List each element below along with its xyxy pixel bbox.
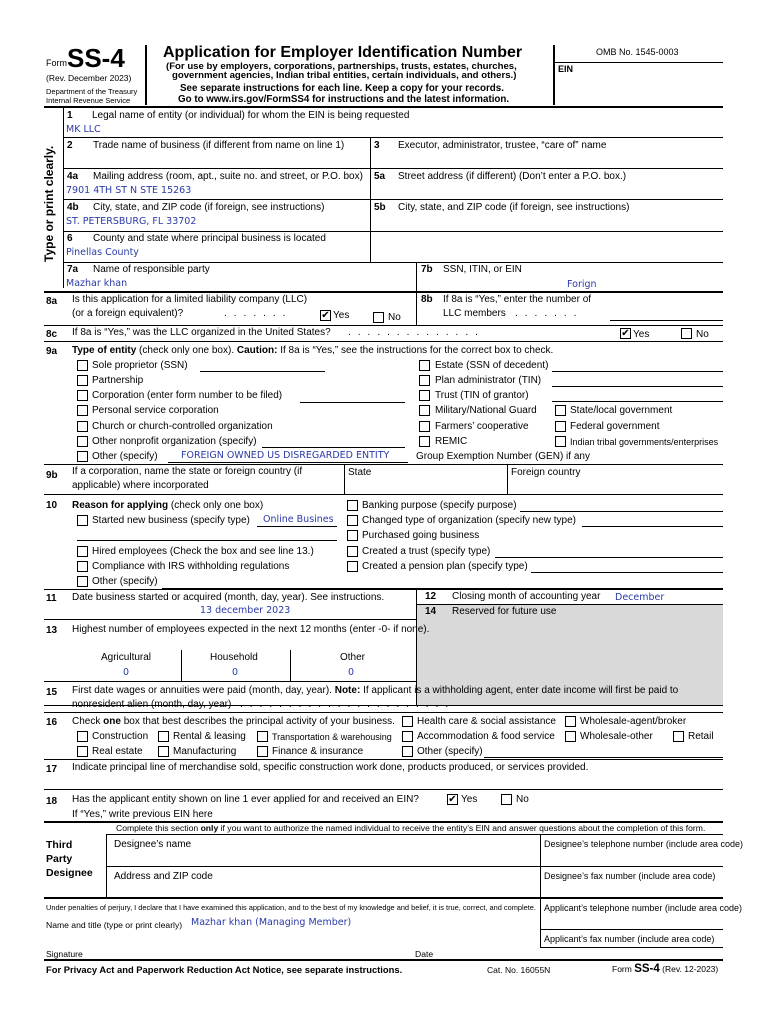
line-7b-label: SSN, ITIN, or EIN: [443, 264, 522, 275]
reason-started-label: Started new business (specify type): [92, 515, 250, 526]
form-subtitle-3: See separate instructions for each line. Keep a copy for your records.: [180, 83, 504, 94]
entity-estate-label: Estate (SSN of decedent): [435, 360, 549, 371]
line-5a-label: Street address (if different) (Don’t enter a P.O. box.): [398, 171, 627, 182]
line-1-number: 1: [67, 110, 73, 121]
activity-other-label: Other (specify): [417, 746, 483, 757]
reason-pension-checkbox[interactable]: [347, 561, 358, 572]
line-10-label: Reason for applying (check only one box): [72, 500, 264, 511]
date-started-value[interactable]: 13 december 2023: [200, 605, 291, 616]
line-9b-label-1: If a corporation, name the state or foreign country (if: [72, 466, 303, 477]
line-8b-label-2: LLC members: [443, 308, 506, 319]
prior-ein-no-checkbox[interactable]: [501, 794, 512, 805]
reason-trust-checkbox[interactable]: [347, 546, 358, 557]
prior-ein-yes-label: Yes: [461, 794, 478, 805]
entity-remic-checkbox[interactable]: [419, 436, 430, 447]
activity-retail-label: Retail: [688, 731, 714, 742]
reason-banking-checkbox[interactable]: [347, 500, 358, 511]
entity-remic-label: REMIC: [435, 436, 468, 447]
entity-military-label: Military/National Guard: [435, 405, 537, 416]
mailing-address-value[interactable]: 7901 4TH ST N STE 15263: [66, 185, 192, 196]
entity-trust-label: Trust (TIN of grantor): [435, 390, 529, 401]
line-8a-label-1: Is this application for a limited liability company (LLC): [72, 294, 308, 305]
entity-nonprofit-label: Other nonprofit organization (specify): [92, 436, 257, 447]
entity-farmers-label: Farmers’ cooperative: [435, 421, 529, 432]
leader-dots: .......: [224, 308, 293, 319]
leader-dots: .......: [515, 308, 584, 319]
reason-purchased-checkbox[interactable]: [347, 530, 358, 541]
agricultural-value[interactable]: 0: [123, 667, 130, 678]
form-code: SS-4: [67, 43, 125, 73]
entity-other-value[interactable]: FOREIGN OWNED US DISREGARDED ENTITY: [181, 450, 390, 461]
line-14-number: 14: [425, 606, 437, 617]
designee-fax-label: Designee’s fax number (include area code): [544, 871, 716, 881]
activity-accommodation-checkbox[interactable]: [402, 731, 413, 742]
designee-title-1: Third: [46, 839, 73, 851]
line-11-number: 11: [46, 593, 57, 604]
reason-started-value[interactable]: Online Busines: [263, 514, 334, 525]
activity-wagent-label: Wholesale-agent/broker: [580, 716, 687, 727]
line-13-number: 13: [46, 625, 58, 636]
line-5b-number: 5b: [374, 202, 386, 213]
household-value[interactable]: 0: [232, 667, 239, 678]
line-2-number: 2: [67, 140, 73, 151]
activity-health-label: Health care & social assistance: [417, 716, 556, 727]
entity-other-label: Other (specify): [92, 451, 158, 462]
line-3-label: Executor, administrator, trustee, “care of” name: [398, 140, 607, 151]
activity-transport-checkbox[interactable]: [257, 731, 268, 742]
reason-hired-checkbox[interactable]: [77, 546, 88, 557]
leader-dots: ..............: [348, 327, 485, 338]
line-4a-number: 4a: [67, 171, 79, 182]
entity-farmers-checkbox[interactable]: [419, 421, 430, 432]
activity-wagent-checkbox[interactable]: [565, 716, 576, 727]
date-label: Date: [415, 949, 434, 959]
perjury-statement: Under penalties of perjury, I declare that I have examined this application, and to the best of my knowledge and belief, it is true, correct, and complete.: [46, 903, 536, 912]
activity-finance-label: Finance & insurance: [272, 746, 364, 757]
entity-plan-checkbox[interactable]: [419, 375, 430, 386]
form-subtitle-2: government agencies, Indian tribal entities, certain individuals, and others.): [172, 70, 517, 81]
form-revision: (Rev. December 2023): [46, 73, 132, 83]
leader-dots: ......................: [240, 699, 456, 710]
designee-intro: Complete this section only if you want to authorize the named individual to receive the entity’s EIN and answer questions about the completion of this form.: [116, 823, 706, 833]
entity-nonprofit-checkbox[interactable]: [77, 436, 88, 447]
prior-ein-no-label: No: [516, 794, 529, 805]
type-or-print-label: Type or print clearly.: [42, 145, 56, 262]
activity-health-checkbox[interactable]: [402, 716, 413, 727]
name-title-label: Name and title (type or print clearly): [46, 920, 183, 930]
foreign-country-label: Foreign country: [511, 467, 581, 478]
line-1-label: Legal name of entity (or individual) for whom the EIN is being requested: [92, 110, 410, 121]
line-6-label: County and state where principal business is located: [93, 233, 326, 244]
llc-yes-checkbox[interactable]: ✔: [321, 310, 330, 321]
llc-us-yes-checkbox[interactable]: ✔: [621, 328, 630, 339]
entity-corporation-checkbox[interactable]: [77, 390, 88, 401]
line-18-number: 18: [46, 796, 58, 807]
line-11-label: Date business started or acquired (month, day, year). See instructions.: [72, 592, 385, 603]
entity-military-checkbox[interactable]: [419, 405, 430, 416]
activity-construction-checkbox[interactable]: [77, 731, 88, 742]
llc-us-no-checkbox[interactable]: [681, 328, 692, 339]
reason-other-checkbox[interactable]: [77, 576, 88, 587]
line-12-number: 12: [425, 591, 437, 602]
entity-church-label: Church or church-controlled organization: [92, 421, 273, 432]
reason-compliance-label: Compliance with IRS withholding regulations: [92, 561, 290, 572]
footer-form-id: Form SS-4 (Rev. 12-2023): [612, 963, 719, 975]
activity-realestate-checkbox[interactable]: [77, 746, 88, 757]
line-4a-label: Mailing address (room, apt., suite no. and street, or P.O. box): [93, 171, 363, 182]
activity-wother-label: Wholesale-other: [580, 731, 653, 742]
line-16-label: Check one box that best describes the principal activity of your business.: [72, 716, 395, 727]
line-18-label-2: If “Yes,” write previous EIN here: [72, 809, 213, 820]
entity-other-checkbox[interactable]: [77, 451, 88, 462]
catalog-number: Cat. No. 16055N: [487, 965, 551, 975]
line-2-label: Trade name of business (if different from name on line 1): [93, 140, 345, 151]
line-17-number: 17: [46, 764, 58, 775]
line-5b-label: City, state, and ZIP code (if foreign, see instructions): [398, 202, 630, 213]
line-16-number: 16: [46, 717, 58, 728]
applicant-fax-label: Applicant’s fax number (include area code): [544, 934, 715, 944]
activity-finance-checkbox[interactable]: [257, 746, 268, 757]
activity-rental-label: Rental & leasing: [173, 731, 246, 742]
entity-statelocal-checkbox[interactable]: [555, 405, 566, 416]
entity-indian-checkbox[interactable]: [555, 436, 566, 447]
line-17-label: Indicate principal line of merchandise sold, specific construction work done, products produced, or services provided.: [72, 762, 589, 773]
line-8a-label-2: (or a foreign equivalent)?: [72, 308, 184, 319]
llc-us-yes-label: Yes: [633, 329, 650, 340]
entity-church-checkbox[interactable]: [77, 421, 88, 432]
activity-rental-checkbox[interactable]: [158, 731, 169, 742]
ssn-itin-ein-value[interactable]: Forign: [567, 279, 597, 290]
entity-personal-checkbox[interactable]: [77, 405, 88, 416]
line-9b-number: 9b: [46, 470, 58, 481]
name-title-value[interactable]: Mazhar khan (Managing Member): [191, 917, 352, 928]
line-3-number: 3: [374, 140, 380, 151]
reason-changed-checkbox[interactable]: [347, 515, 358, 526]
llc-us-no-label: No: [696, 329, 709, 340]
activity-manufacturing-label: Manufacturing: [173, 746, 237, 757]
ein-label: EIN: [558, 64, 574, 74]
llc-no-checkbox[interactable]: [373, 312, 384, 323]
reason-changed-label: Changed type of organization (specify new type): [362, 515, 577, 526]
line-10-number: 10: [46, 500, 58, 511]
closing-month-value[interactable]: December: [615, 592, 665, 603]
designee-title-2: Party: [46, 853, 73, 865]
line-8b-number: 8b: [421, 294, 433, 305]
designee-title-3: Designee: [46, 867, 93, 879]
reason-compliance-checkbox[interactable]: [77, 561, 88, 572]
prior-ein-yes-checkbox[interactable]: ✔: [448, 794, 457, 805]
entity-plan-label: Plan administrator (TIN): [435, 375, 542, 386]
line-18-label: Has the applicant entity shown on line 1 ever applied for and received an EIN?: [72, 794, 419, 805]
entity-federal-checkbox[interactable]: [555, 421, 566, 432]
county-state-value[interactable]: Pinellas County: [66, 247, 139, 258]
reason-pension-label: Created a pension plan (specify type): [362, 561, 528, 572]
activity-retail-checkbox[interactable]: [673, 731, 684, 742]
applicant-phone-label: Applicant’s telephone number (include area code): [544, 903, 742, 913]
privacy-notice: For Privacy Act and Paperwork Reduction Act Notice, see separate instructions.: [46, 964, 403, 975]
line-15-number: 15: [46, 687, 58, 698]
line-6-number: 6: [67, 233, 73, 244]
city-state-zip-value[interactable]: ST. PETERSBURG, FL 33702: [66, 216, 197, 227]
other-employees-value[interactable]: 0: [348, 667, 355, 678]
line-15-label-1: First date wages or annuities were paid (month, day, year). Note: If applicant is a withholding agent, enter date income will first be paid to: [72, 685, 679, 696]
state-label: State: [348, 467, 372, 478]
activity-accommodation-label: Accommodation & food service: [417, 731, 555, 742]
line-4b-label: City, state, and ZIP code (if foreign, see instructions): [93, 202, 325, 213]
entity-indian-label: Indian tribal governments/enterprises: [570, 437, 719, 447]
line-9a-label: Type of entity (check only one box). Caution: If 8a is “Yes,” see the instructions for the correct box to check.: [72, 345, 554, 356]
activity-other-checkbox[interactable]: [402, 746, 413, 757]
entity-sole-checkbox[interactable]: [77, 360, 88, 371]
line-8a-number: 8a: [46, 296, 58, 307]
entity-corporation-label: Corporation (enter form number to be filed): [92, 390, 283, 401]
signature-label: Signature: [46, 949, 83, 959]
activity-construction-label: Construction: [92, 731, 149, 742]
reason-banking-label: Banking purpose (specify purpose): [362, 500, 517, 511]
line-13-label: Highest number of employees expected in the next 12 months (enter -0- if none).: [72, 624, 430, 635]
legal-name-value[interactable]: MK LLC: [66, 124, 101, 135]
llc-yes-label: Yes: [333, 310, 350, 321]
form-subtitle-1: (For use by employers, corporations, partnerships, trusts, estates, churches,: [166, 61, 517, 72]
entity-estate-checkbox[interactable]: [419, 360, 430, 371]
reason-trust-label: Created a trust (specify type): [362, 546, 491, 557]
household-label: Household: [210, 652, 258, 663]
designee-phone-label: Designee’s telephone number (include area code): [544, 839, 743, 849]
activity-manufacturing-checkbox[interactable]: [158, 746, 169, 757]
line-8c-label: If 8a is “Yes,” was the LLC organized in the United States?: [72, 327, 331, 338]
entity-sole-label: Sole proprietor (SSN): [92, 360, 188, 371]
entity-statelocal-label: State/local government: [570, 405, 673, 416]
line-14-label: Reserved for future use: [452, 606, 557, 617]
line-15-label-2: nonresident alien (month, day, year): [72, 699, 232, 710]
entity-partnership-checkbox[interactable]: [77, 375, 88, 386]
entity-trust-checkbox[interactable]: [419, 390, 430, 401]
line-9b-label-2: applicable) where incorporated: [72, 480, 209, 491]
reason-purchased-label: Purchased going business: [362, 530, 480, 541]
line-9a-number: 9a: [46, 346, 58, 357]
omb-number: OMB No. 1545-0003: [596, 47, 679, 57]
line-4b-number: 4b: [67, 202, 79, 213]
line-8c-number: 8c: [46, 329, 58, 340]
llc-no-label: No: [388, 312, 401, 323]
irs-label: Internal Revenue Service: [46, 96, 131, 105]
line-7b-number: 7b: [421, 264, 433, 275]
designee-name-label: Designee’s name: [114, 839, 192, 850]
reason-other-label: Other (specify): [92, 576, 158, 587]
form-subtitle-4: Go to www.irs.gov/FormSS4 for instructions and the latest information.: [178, 94, 510, 105]
form-word: Form: [46, 58, 67, 68]
activity-realestate-label: Real estate: [92, 746, 143, 757]
line-12-label: Closing month of accounting year: [452, 591, 601, 602]
activity-wother-checkbox[interactable]: [565, 731, 576, 742]
reason-started-checkbox[interactable]: [77, 515, 88, 526]
form-title: Application for Employer Identification Number: [163, 44, 523, 61]
line-5a-number: 5a: [374, 171, 386, 182]
line-7a-label: Name of responsible party: [93, 264, 210, 275]
department: Department of the Treasury: [46, 87, 138, 96]
line-8b-label-1: If 8a is “Yes,” enter the number of: [443, 294, 592, 305]
entity-personal-label: Personal service corporation: [92, 405, 219, 416]
responsible-party-value[interactable]: Mazhar khan: [66, 278, 128, 289]
gen-label: Group Exemption Number (GEN) if any: [416, 451, 590, 462]
agricultural-label: Agricultural: [101, 652, 152, 663]
entity-partnership-label: Partnership: [92, 375, 144, 386]
designee-address-label: Address and ZIP code: [114, 871, 213, 882]
activity-transport-label: Transportation & warehousing: [272, 732, 392, 742]
reason-hired-label: Hired employees (Check the box and see line 13.): [92, 546, 314, 557]
line-7a-number: 7a: [67, 264, 79, 275]
other-employees-label: Other: [340, 652, 366, 663]
entity-federal-label: Federal government: [570, 421, 660, 432]
